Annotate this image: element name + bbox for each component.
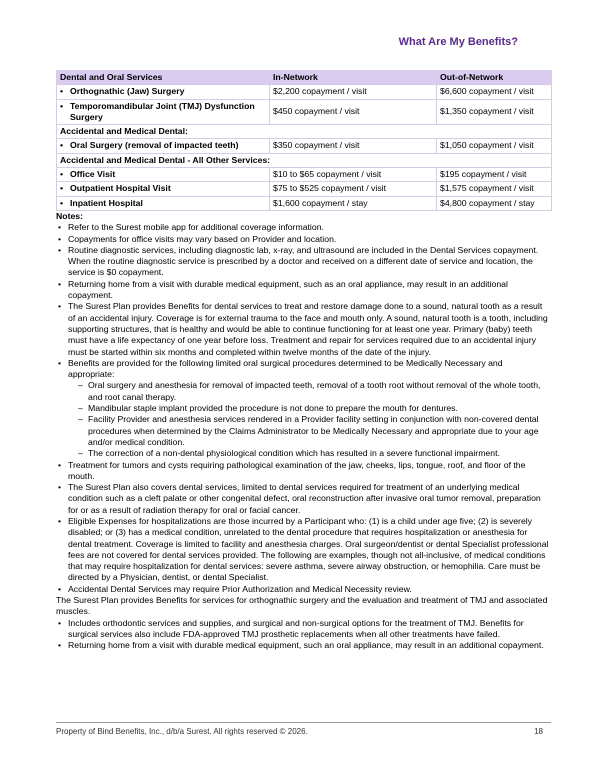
note-item: • Accidental Dental Services may require Prior Authorization and Medical Necessity review. bbox=[58, 583, 412, 594]
service-name: Temporomandibular Joint (TMJ) Dysfunction Surgery bbox=[70, 100, 255, 122]
service-name: Office Visit bbox=[70, 169, 116, 180]
bullet-icon: • bbox=[60, 169, 64, 180]
service-name: Orthognathic (Jaw) Surgery bbox=[70, 86, 185, 97]
out-of-network-cost: $4,800 copayment / stay bbox=[437, 196, 552, 210]
notes-list bbox=[56, 222, 551, 595]
bullet-icon: • bbox=[60, 86, 64, 97]
table-row bbox=[57, 85, 552, 99]
out-of-network-cost: $1,575 copayment / visit bbox=[437, 182, 552, 196]
table-row bbox=[57, 182, 552, 196]
table-row bbox=[57, 139, 552, 153]
benefits-table bbox=[56, 70, 552, 211]
in-network-cost: $450 copayment / visit bbox=[270, 99, 437, 125]
note-item: • Returning home from a visit with durable medical equipment, such as an oral appliance, may result in an additional copayment. bbox=[58, 278, 508, 301]
dash-icon: – bbox=[78, 448, 83, 459]
service-name: Oral Surgery (removal of impacted teeth) bbox=[70, 140, 239, 151]
in-network-cost: $10 to $65 copayment / visit bbox=[270, 168, 437, 182]
note-item: • Benefits are provided for the following limited oral surgical procedures determined to be Medically Necessary and appropriate: – Oral surgery and anesthesia for removal of impacted teeth, removal of a tooth root without removal of the whole tooth, and root canal therapy. – Mandibular staple implant provided the procedure is not done to prepare the mouth for dentures. – Facility Provider and anesthesia services rendered in a Provider facility setting in conjunction with non-covered dental procedures when determined by the Claims Administrator to be Medically Necessary and appropriate due to your age and/or medical condition. – The correction of a non-dental physiological condition which has resulted in a severe functional impairment. bbox=[56, 358, 551, 460]
sub-note-item: – Mandibular staple implant provided the procedure is not done to prepare the mouth for dentures. bbox=[78, 403, 458, 414]
bullet-icon: • bbox=[58, 583, 62, 594]
note-item: • Includes orthodontic services and supplies, and surgical and non-surgical options for the treatment of TMJ. Benefits for surgical services also include FDA-approved TMJ prosthetic replacements when all other treatments have failed. bbox=[58, 617, 524, 639]
note-item: • Refer to the Surest mobile app for additional coverage information. bbox=[58, 222, 324, 233]
in-network-cost: $2,200 copayment / visit bbox=[270, 85, 437, 99]
content bbox=[56, 70, 551, 652]
dash-icon: – bbox=[78, 414, 83, 425]
note-item: • Copayments for office visits may vary based on Provider and location. bbox=[58, 233, 337, 244]
note-paragraph: The Surest Plan provides Benefits for services for orthognathic surgery and the evaluation and treatment of TMJ and associated muscles. bbox=[56, 595, 548, 617]
dash-icon: – bbox=[78, 403, 83, 414]
bullet-icon: • bbox=[58, 244, 62, 255]
sub-list bbox=[68, 380, 551, 459]
bullet-icon: • bbox=[58, 482, 62, 493]
in-network-cost: $75 to $525 copayment / visit bbox=[270, 182, 437, 196]
sub-note-item: – Oral surgery and anesthesia for removal of impacted teeth, removal of a tooth root without removal of the whole tooth, and root canal therapy. bbox=[78, 380, 541, 402]
in-network-cost: $1,600 copayment / stay bbox=[270, 196, 437, 210]
note-item: • Treatment for tumors and cysts requiring pathological examination of the jaw, cheeks, lips, tongue, roof, and floor of the mouth. bbox=[58, 459, 526, 481]
page-title: What Are My Benefits? bbox=[398, 36, 518, 48]
bullet-icon: • bbox=[58, 278, 62, 289]
in-network-cost: $350 copayment / visit bbox=[270, 139, 437, 153]
out-of-network-cost: $1,050 copayment / visit bbox=[437, 139, 552, 153]
dash-icon: – bbox=[78, 380, 83, 391]
bullet-icon: • bbox=[58, 515, 62, 526]
bullet-icon: • bbox=[58, 357, 62, 368]
bullet-icon: • bbox=[58, 222, 62, 233]
sub-note-item: – Facility Provider and anesthesia services rendered in a Provider facility setting in conjunction with non-covered dental procedures when determined by the Claims Administrator to be Medically Necessary and appropriate due to your age and/or medical condition. bbox=[78, 414, 539, 447]
bullet-icon: • bbox=[60, 100, 64, 111]
note-item: • Returning home from a visit with durable medical equipment, such an oral appliance, may result in an additional copayment. bbox=[58, 640, 544, 651]
bullet-icon: • bbox=[60, 197, 64, 208]
column-header: Out-of-Network bbox=[437, 71, 552, 85]
out-of-network-cost: $195 copayment / visit bbox=[437, 168, 552, 182]
bullet-icon: • bbox=[58, 617, 62, 628]
note-item: • The Surest Plan provides Benefits for dental services to treat and restore damage done to a sound, natural tooth as a result of an accidental injury. Coverage is for external trauma to the face and mouth only. A sound, natural tooth is a tooth, including supporting structures, that is healthy and would be able to continue functioning for at least one year. Primary (baby) teeth must have a life expectancy of one year before loss. Treatment and repair for services required due to an accidental injury must be started within six months and completed within twelve months of the date of the injury. bbox=[58, 301, 548, 357]
column-header: Dental and Oral Services bbox=[57, 71, 270, 85]
notes-title: Notes: bbox=[56, 210, 84, 221]
page-number: 18 bbox=[534, 727, 543, 736]
table-header-row bbox=[57, 71, 552, 85]
footer-copyright: Property of Bind Benefits, Inc., d/b/a Surest. All rights reserved © 2026. bbox=[56, 727, 308, 736]
bullet-icon: • bbox=[58, 301, 62, 312]
table-row bbox=[57, 196, 552, 210]
footer bbox=[56, 727, 551, 736]
note-item: • The Surest Plan also covers dental services, limited to dental services required for treatment of an underlying medical condition such as a cleft palate or other congenital defect, oral reconstruction after invasive oral tumor removal, preparation for or as a result of radiation therapy for oral or facial cancer. bbox=[58, 482, 541, 515]
bullet-icon: • bbox=[60, 183, 64, 194]
note-item: • Eligible Expenses for hospitalizations are those incurred by a Participant who: (1) is a child under age five; (2) is severely disabled; or (3) has a medical condition, unrelated to the dental procedure that requires hospitalization or anesthesia for dental treatment. Coverage is limited to facility and anesthesia charges. Oral surgeon/dentist or dental Specialist professional fees are not covered for dental services provided. The following are examples, though not all-inclusive, of medical conditions that may require hospitalization for dental services: severe asthma, severe airway obstruction, or hemophilia. Care must be directed by a Physician, dentist, or dental Specialist. bbox=[58, 515, 549, 583]
column-header: In-Network bbox=[270, 71, 437, 85]
out-of-network-cost: $1,350 copayment / visit bbox=[437, 99, 552, 125]
note-item: • Routine diagnostic services, including diagnostic lab, x-ray, and ultrasound are included in the Dental Services copayment. When the routine diagnostic service is prescribed by a doctor and received on a different date of service and location, the service is $0 copayment. bbox=[58, 244, 539, 278]
table-row bbox=[57, 99, 552, 125]
out-of-network-cost: $6,600 copayment / visit bbox=[437, 85, 552, 99]
bullet-icon: • bbox=[58, 640, 62, 651]
table-section-row bbox=[57, 153, 552, 167]
service-name: Outpatient Hospital Visit bbox=[70, 183, 171, 194]
section-label: Accidental and Medical Dental - All Other Services: bbox=[57, 153, 552, 167]
footer-divider bbox=[56, 722, 551, 723]
section-label: Accidental and Medical Dental: bbox=[57, 125, 552, 139]
table-row bbox=[57, 168, 552, 182]
bullet-icon: • bbox=[58, 459, 62, 470]
bullet-icon: • bbox=[58, 233, 62, 244]
bullet-icon: • bbox=[60, 140, 64, 151]
table-section-row bbox=[57, 125, 552, 139]
sub-note-item: – The correction of a non-dental physiological condition which has resulted in a severe functional impairment. bbox=[78, 448, 500, 459]
notes-list-tmj bbox=[56, 618, 551, 652]
service-name: Inpatient Hospital bbox=[70, 197, 143, 208]
